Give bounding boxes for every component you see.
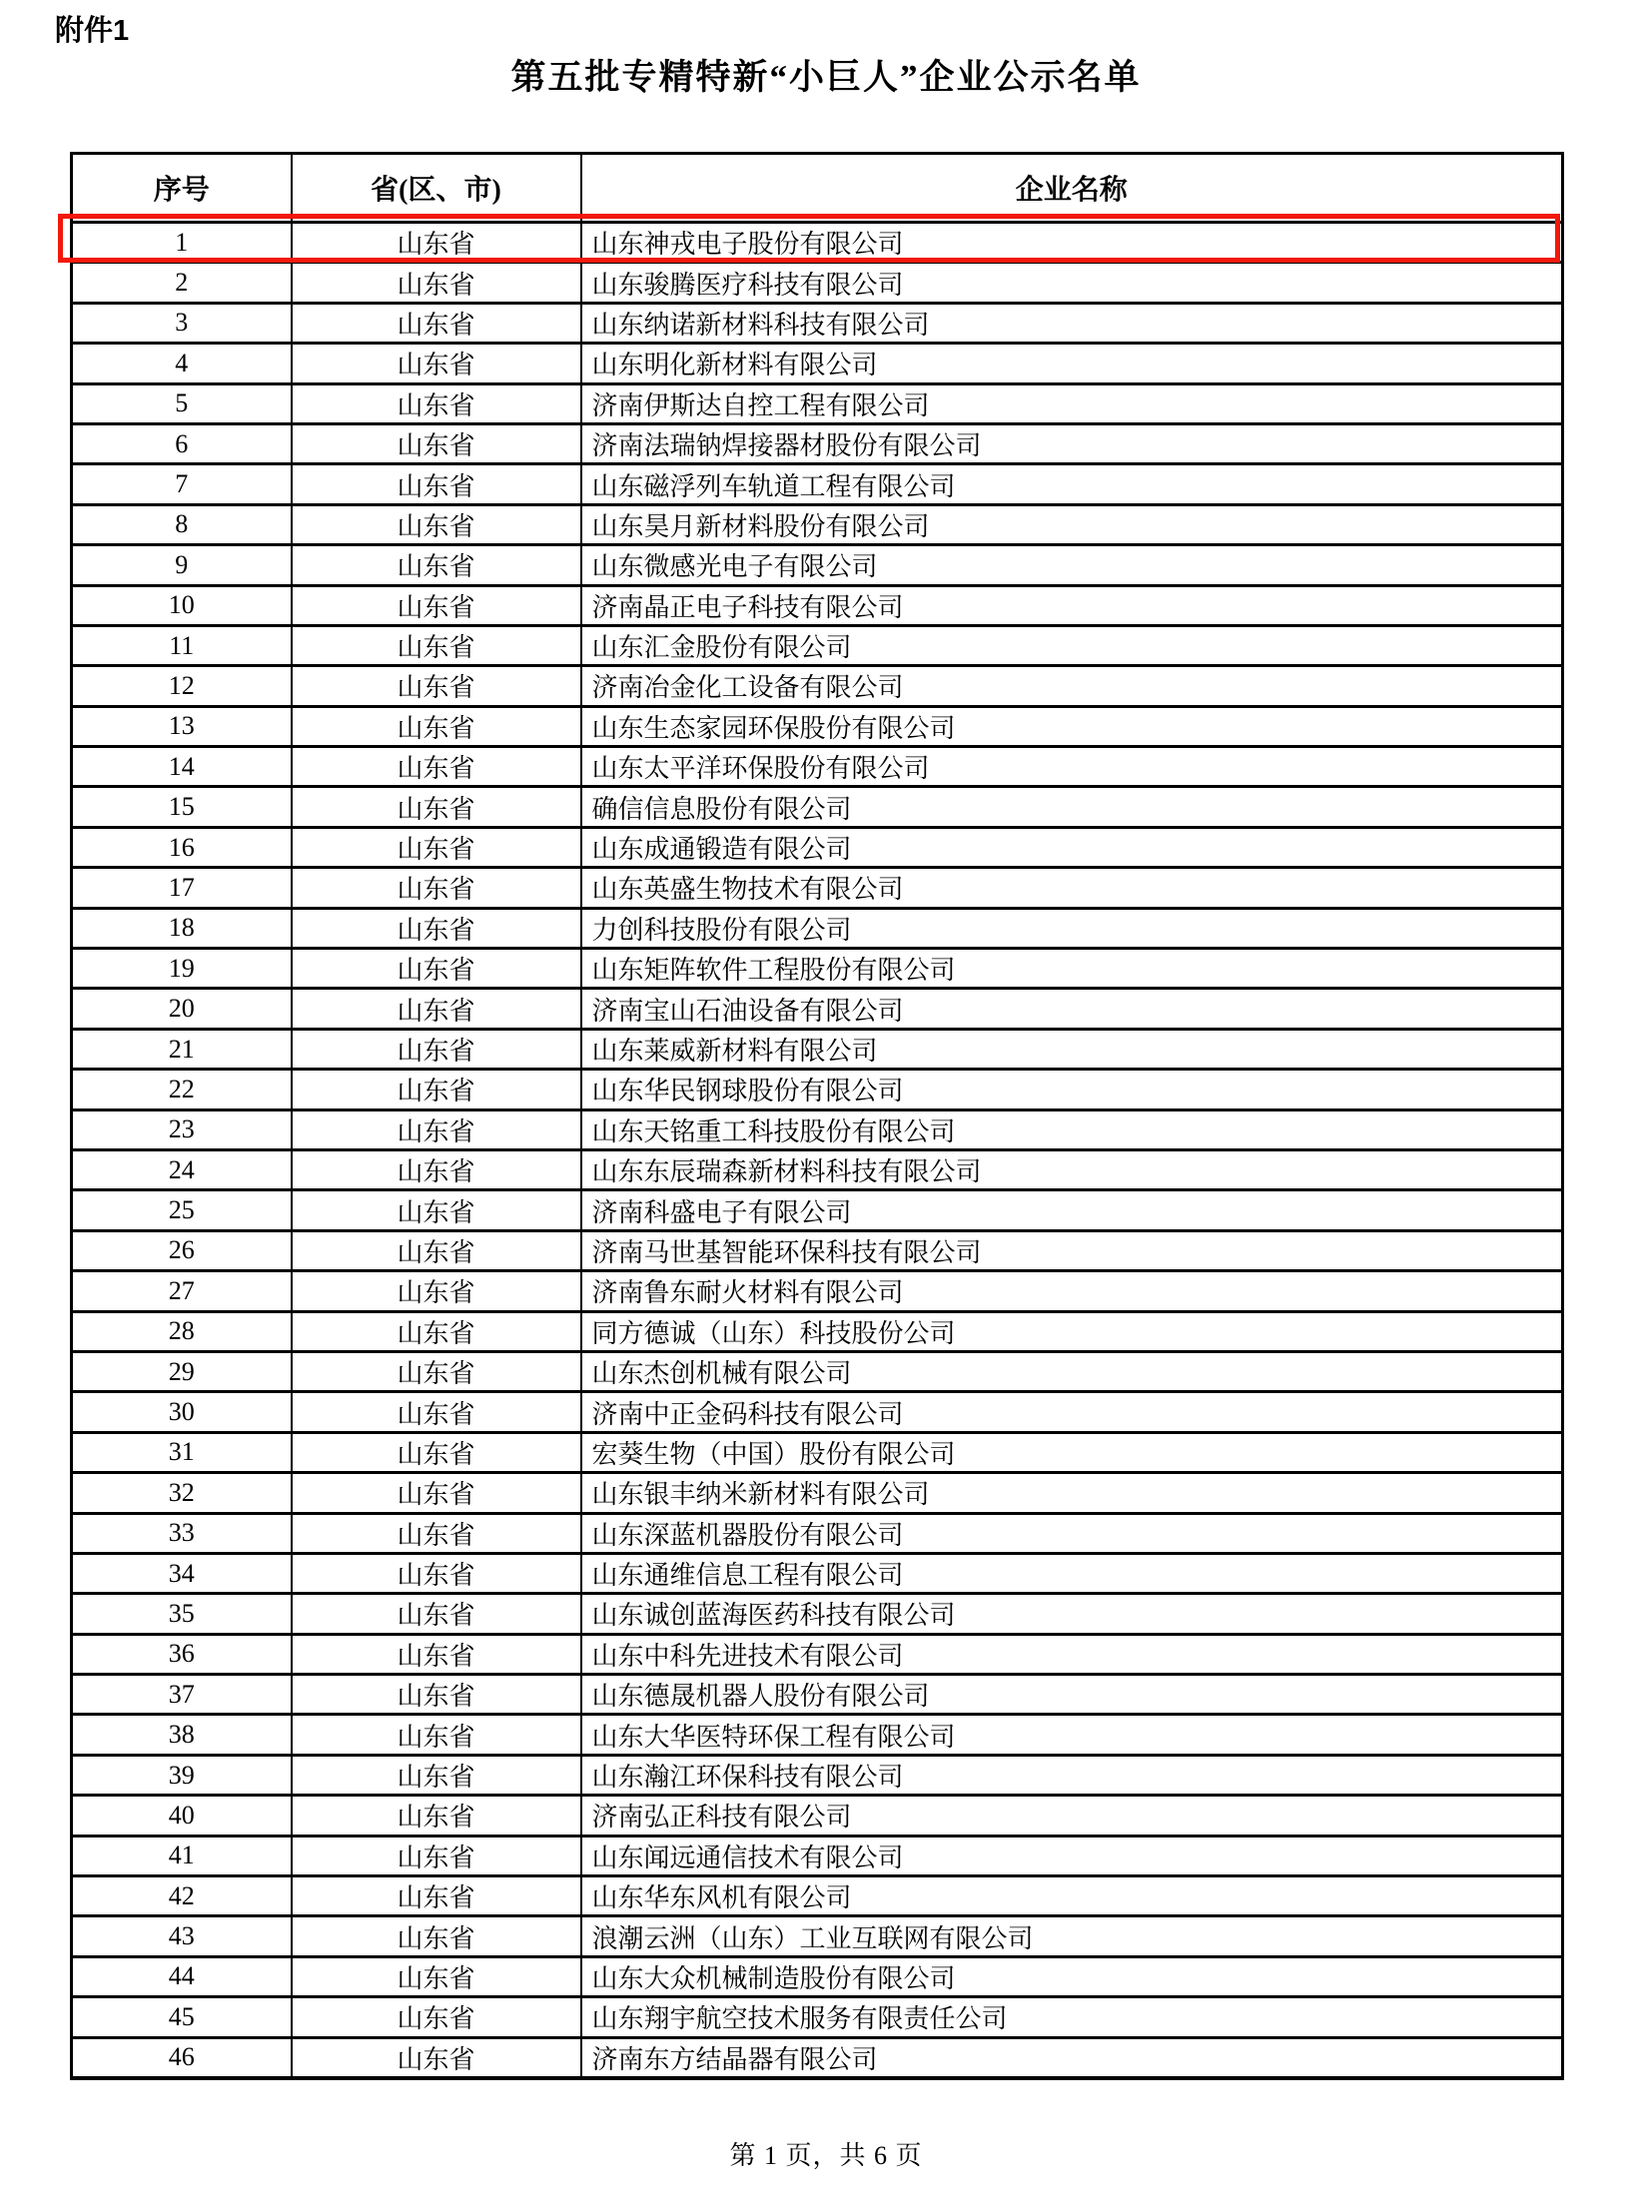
row-company: 山东华民钢球股份有限公司 (581, 1070, 1563, 1109)
row-company: 济南马世基智能环保科技有限公司 (581, 1230, 1563, 1270)
table-row (72, 1634, 1563, 1674)
row-seq: 5 (72, 383, 292, 423)
row-company: 山东大华医特环保工程有限公司 (581, 1715, 1563, 1755)
row-seq: 42 (72, 1876, 292, 1916)
row-company: 山东银丰纳米新材料有限公司 (581, 1473, 1563, 1513)
row-seq: 26 (72, 1230, 292, 1270)
row-province: 山东省 (292, 344, 581, 383)
table-row (72, 1311, 1563, 1351)
table-row (72, 949, 1563, 989)
table-row (72, 504, 1563, 544)
row-province: 山东省 (292, 223, 581, 263)
header-company: 企业名称 (581, 154, 1563, 223)
row-province: 山东省 (292, 263, 581, 303)
table-row (72, 423, 1563, 463)
row-province: 山东省 (292, 423, 581, 463)
row-company: 宏葵生物（中国）股份有限公司 (581, 1432, 1563, 1472)
row-seq: 20 (72, 989, 292, 1029)
row-seq: 43 (72, 1916, 292, 1956)
table-row (72, 585, 1563, 625)
table-row (72, 1916, 1563, 1956)
row-province: 山东省 (292, 1876, 581, 1916)
row-company: 山东杰创机械有限公司 (581, 1351, 1563, 1391)
row-seq: 19 (72, 949, 292, 989)
table-row (72, 1796, 1563, 1836)
row-seq: 8 (72, 504, 292, 544)
row-province: 山东省 (292, 545, 581, 585)
row-seq: 23 (72, 1109, 292, 1149)
row-province: 山东省 (292, 1715, 581, 1755)
row-province: 山东省 (292, 1190, 581, 1230)
row-province: 山东省 (292, 1755, 581, 1795)
row-company: 山东太平洋环保股份有限公司 (581, 747, 1563, 787)
table-header-row (72, 154, 1563, 223)
row-company: 济南弘正科技有限公司 (581, 1796, 1563, 1836)
row-company: 山东英盛生物技术有限公司 (581, 868, 1563, 908)
table-row (72, 1351, 1563, 1391)
table-row (72, 747, 1563, 787)
row-company: 山东明化新材料有限公司 (581, 344, 1563, 383)
row-province: 山东省 (292, 827, 581, 867)
row-seq: 15 (72, 787, 292, 827)
row-province: 山东省 (292, 1392, 581, 1432)
row-province: 山东省 (292, 787, 581, 827)
row-seq: 9 (72, 545, 292, 585)
row-seq: 1 (72, 223, 292, 263)
page-number-footer: 第 1 页，共 6 页 (729, 2141, 923, 2170)
row-seq: 18 (72, 908, 292, 948)
table-row (72, 1553, 1563, 1593)
row-seq: 25 (72, 1190, 292, 1230)
table-row (72, 1956, 1563, 1996)
table-row (72, 1513, 1563, 1553)
row-province: 山东省 (292, 989, 581, 1029)
row-seq: 32 (72, 1473, 292, 1513)
row-company: 山东成通锻造有限公司 (581, 827, 1563, 867)
row-company: 山东华东风机有限公司 (581, 1876, 1563, 1916)
row-seq: 40 (72, 1796, 292, 1836)
row-company: 济南科盛电子有限公司 (581, 1190, 1563, 1230)
row-company: 济南中正金码科技有限公司 (581, 1392, 1563, 1432)
row-province: 山东省 (292, 1513, 581, 1553)
row-seq: 34 (72, 1553, 292, 1593)
row-company: 济南宝山石油设备有限公司 (581, 989, 1563, 1029)
row-seq: 2 (72, 263, 292, 303)
row-seq: 6 (72, 423, 292, 463)
header-province: 省(区、市) (292, 154, 581, 223)
attachment-label: 附件1 (55, 15, 130, 47)
company-table-body (72, 223, 1563, 2078)
table-row (72, 1070, 1563, 1109)
table-row (72, 545, 1563, 585)
row-seq: 33 (72, 1513, 292, 1553)
row-province: 山东省 (292, 1271, 581, 1311)
row-province: 山东省 (292, 504, 581, 544)
row-seq: 46 (72, 2037, 292, 2078)
row-province: 山东省 (292, 1432, 581, 1472)
row-province: 山东省 (292, 464, 581, 504)
table-row (72, 1876, 1563, 1916)
table-row (72, 1392, 1563, 1432)
row-seq: 13 (72, 706, 292, 746)
table-row (72, 1675, 1563, 1715)
row-province: 山东省 (292, 1351, 581, 1391)
row-seq: 44 (72, 1956, 292, 1996)
table-row (72, 223, 1563, 263)
row-province: 山东省 (292, 1997, 581, 2037)
row-seq: 38 (72, 1715, 292, 1755)
row-company: 确信信息股份有限公司 (581, 787, 1563, 827)
row-province: 山东省 (292, 1836, 581, 1875)
table-row (72, 827, 1563, 867)
row-seq: 27 (72, 1271, 292, 1311)
row-seq: 3 (72, 303, 292, 343)
row-province: 山东省 (292, 747, 581, 787)
row-seq: 17 (72, 868, 292, 908)
row-company: 浪潮云洲（山东）工业互联网有限公司 (581, 1916, 1563, 1956)
row-company: 山东汇金股份有限公司 (581, 625, 1563, 665)
table-row (72, 464, 1563, 504)
row-seq: 22 (72, 1070, 292, 1109)
row-province: 山东省 (292, 1070, 581, 1109)
row-seq: 45 (72, 1997, 292, 2037)
row-company: 山东骏腾医疗科技有限公司 (581, 263, 1563, 303)
row-company: 济南伊斯达自控工程有限公司 (581, 383, 1563, 423)
table-row (72, 1755, 1563, 1795)
row-seq: 11 (72, 625, 292, 665)
row-seq: 39 (72, 1755, 292, 1795)
row-company: 山东纳诺新材料科技有限公司 (581, 303, 1563, 343)
row-company: 济南东方结晶器有限公司 (581, 2037, 1563, 2078)
row-province: 山东省 (292, 1473, 581, 1513)
table-row (72, 1432, 1563, 1472)
row-province: 山东省 (292, 1956, 581, 1996)
row-province: 山东省 (292, 1109, 581, 1149)
header-seq: 序号 (72, 154, 292, 223)
table-row (72, 263, 1563, 303)
table-row (72, 303, 1563, 343)
row-company: 济南冶金化工设备有限公司 (581, 666, 1563, 706)
row-province: 山东省 (292, 1916, 581, 1956)
company-table (70, 152, 1564, 2080)
row-company: 山东天铭重工科技股份有限公司 (581, 1109, 1563, 1149)
row-company: 山东生态家园环保股份有限公司 (581, 706, 1563, 746)
row-province: 山东省 (292, 1634, 581, 1674)
table-row (72, 989, 1563, 1029)
row-company: 山东神戎电子股份有限公司 (581, 223, 1563, 263)
row-seq: 10 (72, 585, 292, 625)
row-company: 山东闻远通信技术有限公司 (581, 1836, 1563, 1875)
row-seq: 4 (72, 344, 292, 383)
table-row (72, 666, 1563, 706)
row-province: 山东省 (292, 1553, 581, 1593)
row-seq: 35 (72, 1594, 292, 1634)
row-province: 山东省 (292, 625, 581, 665)
row-seq: 31 (72, 1432, 292, 1472)
row-seq: 16 (72, 827, 292, 867)
table-row (72, 625, 1563, 665)
row-company: 山东昊月新材料股份有限公司 (581, 504, 1563, 544)
row-province: 山东省 (292, 1029, 581, 1069)
row-province: 山东省 (292, 1796, 581, 1836)
row-company: 山东中科先进技术有限公司 (581, 1634, 1563, 1674)
row-company: 山东翔宇航空技术服务有限责任公司 (581, 1997, 1563, 2037)
table-row (72, 1473, 1563, 1513)
row-company: 济南鲁东耐火材料有限公司 (581, 1271, 1563, 1311)
table-row (72, 1029, 1563, 1069)
table-row (72, 868, 1563, 908)
row-province: 山东省 (292, 949, 581, 989)
row-company: 山东深蓝机器股份有限公司 (581, 1513, 1563, 1553)
row-seq: 28 (72, 1311, 292, 1351)
table-row (72, 2037, 1563, 2078)
table-row (72, 383, 1563, 423)
row-company: 山东莱威新材料有限公司 (581, 1029, 1563, 1069)
row-province: 山东省 (292, 868, 581, 908)
row-province: 山东省 (292, 1675, 581, 1715)
row-company: 山东通维信息工程有限公司 (581, 1553, 1563, 1593)
row-seq: 14 (72, 747, 292, 787)
row-company: 山东瀚江环保科技有限公司 (581, 1755, 1563, 1795)
row-province: 山东省 (292, 1230, 581, 1270)
row-company: 同方德诚（山东）科技股份公司 (581, 1311, 1563, 1351)
table-row (72, 1149, 1563, 1189)
table-row (72, 1230, 1563, 1270)
table-row (72, 1836, 1563, 1875)
row-seq: 24 (72, 1149, 292, 1189)
row-company: 山东德晟机器人股份有限公司 (581, 1675, 1563, 1715)
row-province: 山东省 (292, 2037, 581, 2078)
row-company: 力创科技股份有限公司 (581, 908, 1563, 948)
row-company: 济南法瑞钠焊接器材股份有限公司 (581, 423, 1563, 463)
row-seq: 41 (72, 1836, 292, 1875)
row-province: 山东省 (292, 585, 581, 625)
table-row (72, 1190, 1563, 1230)
table-row (72, 1109, 1563, 1149)
row-company: 山东磁浮列车轨道工程有限公司 (581, 464, 1563, 504)
row-seq: 12 (72, 666, 292, 706)
row-company: 山东诚创蓝海医药科技有限公司 (581, 1594, 1563, 1634)
row-company: 济南晶正电子科技有限公司 (581, 585, 1563, 625)
row-province: 山东省 (292, 383, 581, 423)
row-seq: 29 (72, 1351, 292, 1391)
row-company: 山东东辰瑞森新材料科技有限公司 (581, 1149, 1563, 1189)
row-province: 山东省 (292, 908, 581, 948)
row-seq: 21 (72, 1029, 292, 1069)
table-row (72, 1715, 1563, 1755)
table-row (72, 1594, 1563, 1634)
row-province: 山东省 (292, 1594, 581, 1634)
table-row (72, 908, 1563, 948)
company-table-wrap (70, 152, 1564, 2080)
row-seq: 7 (72, 464, 292, 504)
table-header (72, 154, 1563, 223)
row-company: 山东矩阵软件工程股份有限公司 (581, 949, 1563, 989)
row-seq: 37 (72, 1675, 292, 1715)
row-seq: 36 (72, 1634, 292, 1674)
table-row (72, 1271, 1563, 1311)
page-title: 第五批专精特新“小巨人”企业公示名单 (510, 58, 1142, 97)
row-company: 山东大众机械制造股份有限公司 (581, 1956, 1563, 1996)
row-province: 山东省 (292, 303, 581, 343)
table-row (72, 1997, 1563, 2037)
row-seq: 30 (72, 1392, 292, 1432)
table-row (72, 787, 1563, 827)
row-province: 山东省 (292, 666, 581, 706)
row-province: 山东省 (292, 1149, 581, 1189)
row-province: 山东省 (292, 706, 581, 746)
table-row (72, 706, 1563, 746)
row-province: 山东省 (292, 1311, 581, 1351)
table-row (72, 344, 1563, 383)
row-company: 山东微感光电子有限公司 (581, 545, 1563, 585)
